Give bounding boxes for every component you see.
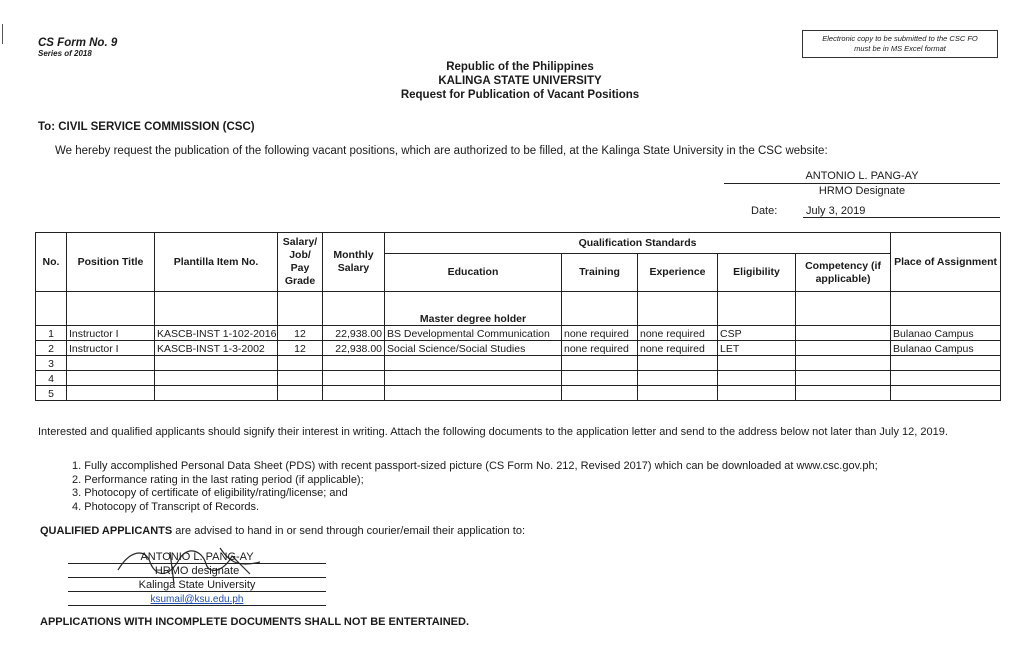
cell-competency (796, 341, 891, 356)
cell-training: none required (562, 341, 638, 356)
signatory-line (724, 183, 1000, 184)
education-note: Master degree holder (385, 292, 562, 326)
requirement-item: 1. Fully accomplished Personal Data Sheet (PDS) with recent passport-sized picture (CS Form No. 212, Revised 2017) which can be downloaded at www.csc.gov.ph; (72, 460, 878, 472)
cell-place: Bulanao Campus (891, 326, 1001, 341)
header-eligibility: Eligibility (718, 254, 796, 292)
cell-plantilla: KASCB-INST 1-102-2016 (155, 326, 278, 341)
table-row (36, 386, 1001, 401)
cell-competency (796, 326, 891, 341)
addressee: To: CIVIL SERVICE COMMISSION (CSC) (38, 121, 255, 133)
table-row-education-note (36, 292, 1001, 326)
header-university: KALINGA STATE UNIVERSITY (438, 75, 602, 87)
table-row (36, 341, 1001, 356)
requirement-item: 4. Photocopy of Transcript of Records. (72, 500, 260, 513)
date-value: July 3, 2019 (803, 205, 1000, 218)
header-plantilla: Plantilla Item No. (155, 233, 278, 292)
form-number: CS Form No. 9 (38, 37, 118, 49)
header-qualification-standards: Qualification Standards (385, 233, 891, 254)
requirements-list (72, 460, 878, 514)
header-education: Education (385, 254, 562, 292)
contact-block (68, 550, 326, 606)
cell-position: Instructor I (67, 341, 155, 356)
cell-education: BS Developmental Communication (385, 326, 562, 341)
vacant-positions-table (35, 232, 1001, 401)
cell-eligibility: CSP (718, 326, 796, 341)
cell-training: none required (562, 326, 638, 341)
scan-edge-mark (2, 24, 3, 44)
header-monthly-salary: Monthly Salary (323, 233, 385, 292)
signatory-name: ANTONIO L. PANG-AY (805, 170, 919, 182)
cell-position: Instructor I (67, 326, 155, 341)
header-training: Training (562, 254, 638, 292)
qualified-applicants-note (40, 525, 525, 537)
incomplete-documents-warning: APPLICATIONS WITH INCOMPLETE DOCUMENTS SHALL NOT BE ENTERTAINED. (40, 616, 469, 628)
table-row (36, 371, 1001, 386)
cell-plantilla: KASCB-INST 1-3-2002 (155, 341, 278, 356)
header-competency: Competency (if applicable) (796, 254, 891, 292)
intro-text: We hereby request the publication of the following vacant positions, which are authorized to be filled, at the Kalinga State University in the CSC website: (55, 145, 828, 157)
cell-experience: none required (638, 341, 718, 356)
cell-no: 1 (36, 326, 67, 341)
table-row (36, 326, 1001, 341)
qualified-applicants-lead: QUALIFIED APPLICANTS (40, 525, 173, 537)
cell-salary: 22,938.00 (323, 326, 385, 341)
cell-no: 4 (36, 371, 67, 386)
signatory-block (724, 170, 1000, 197)
instructions-text: Interested and qualified applicants should signify their interest in writing. Attach the following documents to the application letter and send to the address below not later than July 12, 2019. (38, 426, 948, 438)
qualified-applicants-rest: are advised to hand in or send through courier/email their application to: (172, 525, 526, 537)
ecopy-line-1: Electronic copy to be submitted to the CSC FO (822, 34, 978, 43)
header-experience: Experience (638, 254, 718, 292)
contact-email-link[interactable]: ksumail@ksu.edu.ph (150, 594, 244, 605)
signatory-title: HRMO Designate (818, 185, 906, 197)
cell-no: 5 (36, 386, 67, 401)
cell-eligibility: LET (718, 341, 796, 356)
form-series: Series of 2018 (38, 49, 92, 58)
ecopy-line-2: must be in MS Excel format (854, 44, 946, 53)
contact-email-line (68, 592, 326, 606)
header-republic: Republic of the Philippines (446, 61, 594, 73)
cell-experience: none required (638, 326, 718, 341)
requirement-item: 3. Photocopy of certificate of eligibility/rating/license; and (72, 487, 348, 499)
cell-grade: 12 (278, 341, 323, 356)
header-salary-grade: Salary/ Job/ Pay Grade (278, 233, 323, 292)
document-header (300, 60, 740, 102)
contact-org: Kalinga State University (68, 578, 326, 592)
cell-no: 3 (36, 356, 67, 371)
header-no: No. (36, 233, 67, 292)
header-place-of-assignment: Place of Assignment (891, 233, 1001, 292)
contact-title: HRMO designate (68, 564, 326, 578)
header-position-title: Position Title (67, 233, 155, 292)
cell-no: 2 (36, 341, 67, 356)
cell-education: Social Science/Social Studies (385, 341, 562, 356)
date-label: Date: (751, 205, 778, 217)
cell-salary: 22,938.00 (323, 341, 385, 356)
requirement-item: 2. Performance rating in the last rating period (if applicable); (72, 473, 364, 486)
table-row (36, 356, 1001, 371)
header-request-title: Request for Publication of Vacant Positions (400, 89, 640, 101)
contact-name: ANTONIO L. PANG-AY (68, 550, 326, 564)
cell-place: Bulanao Campus (891, 341, 1001, 356)
electronic-copy-note (802, 30, 998, 58)
cell-grade: 12 (278, 326, 323, 341)
